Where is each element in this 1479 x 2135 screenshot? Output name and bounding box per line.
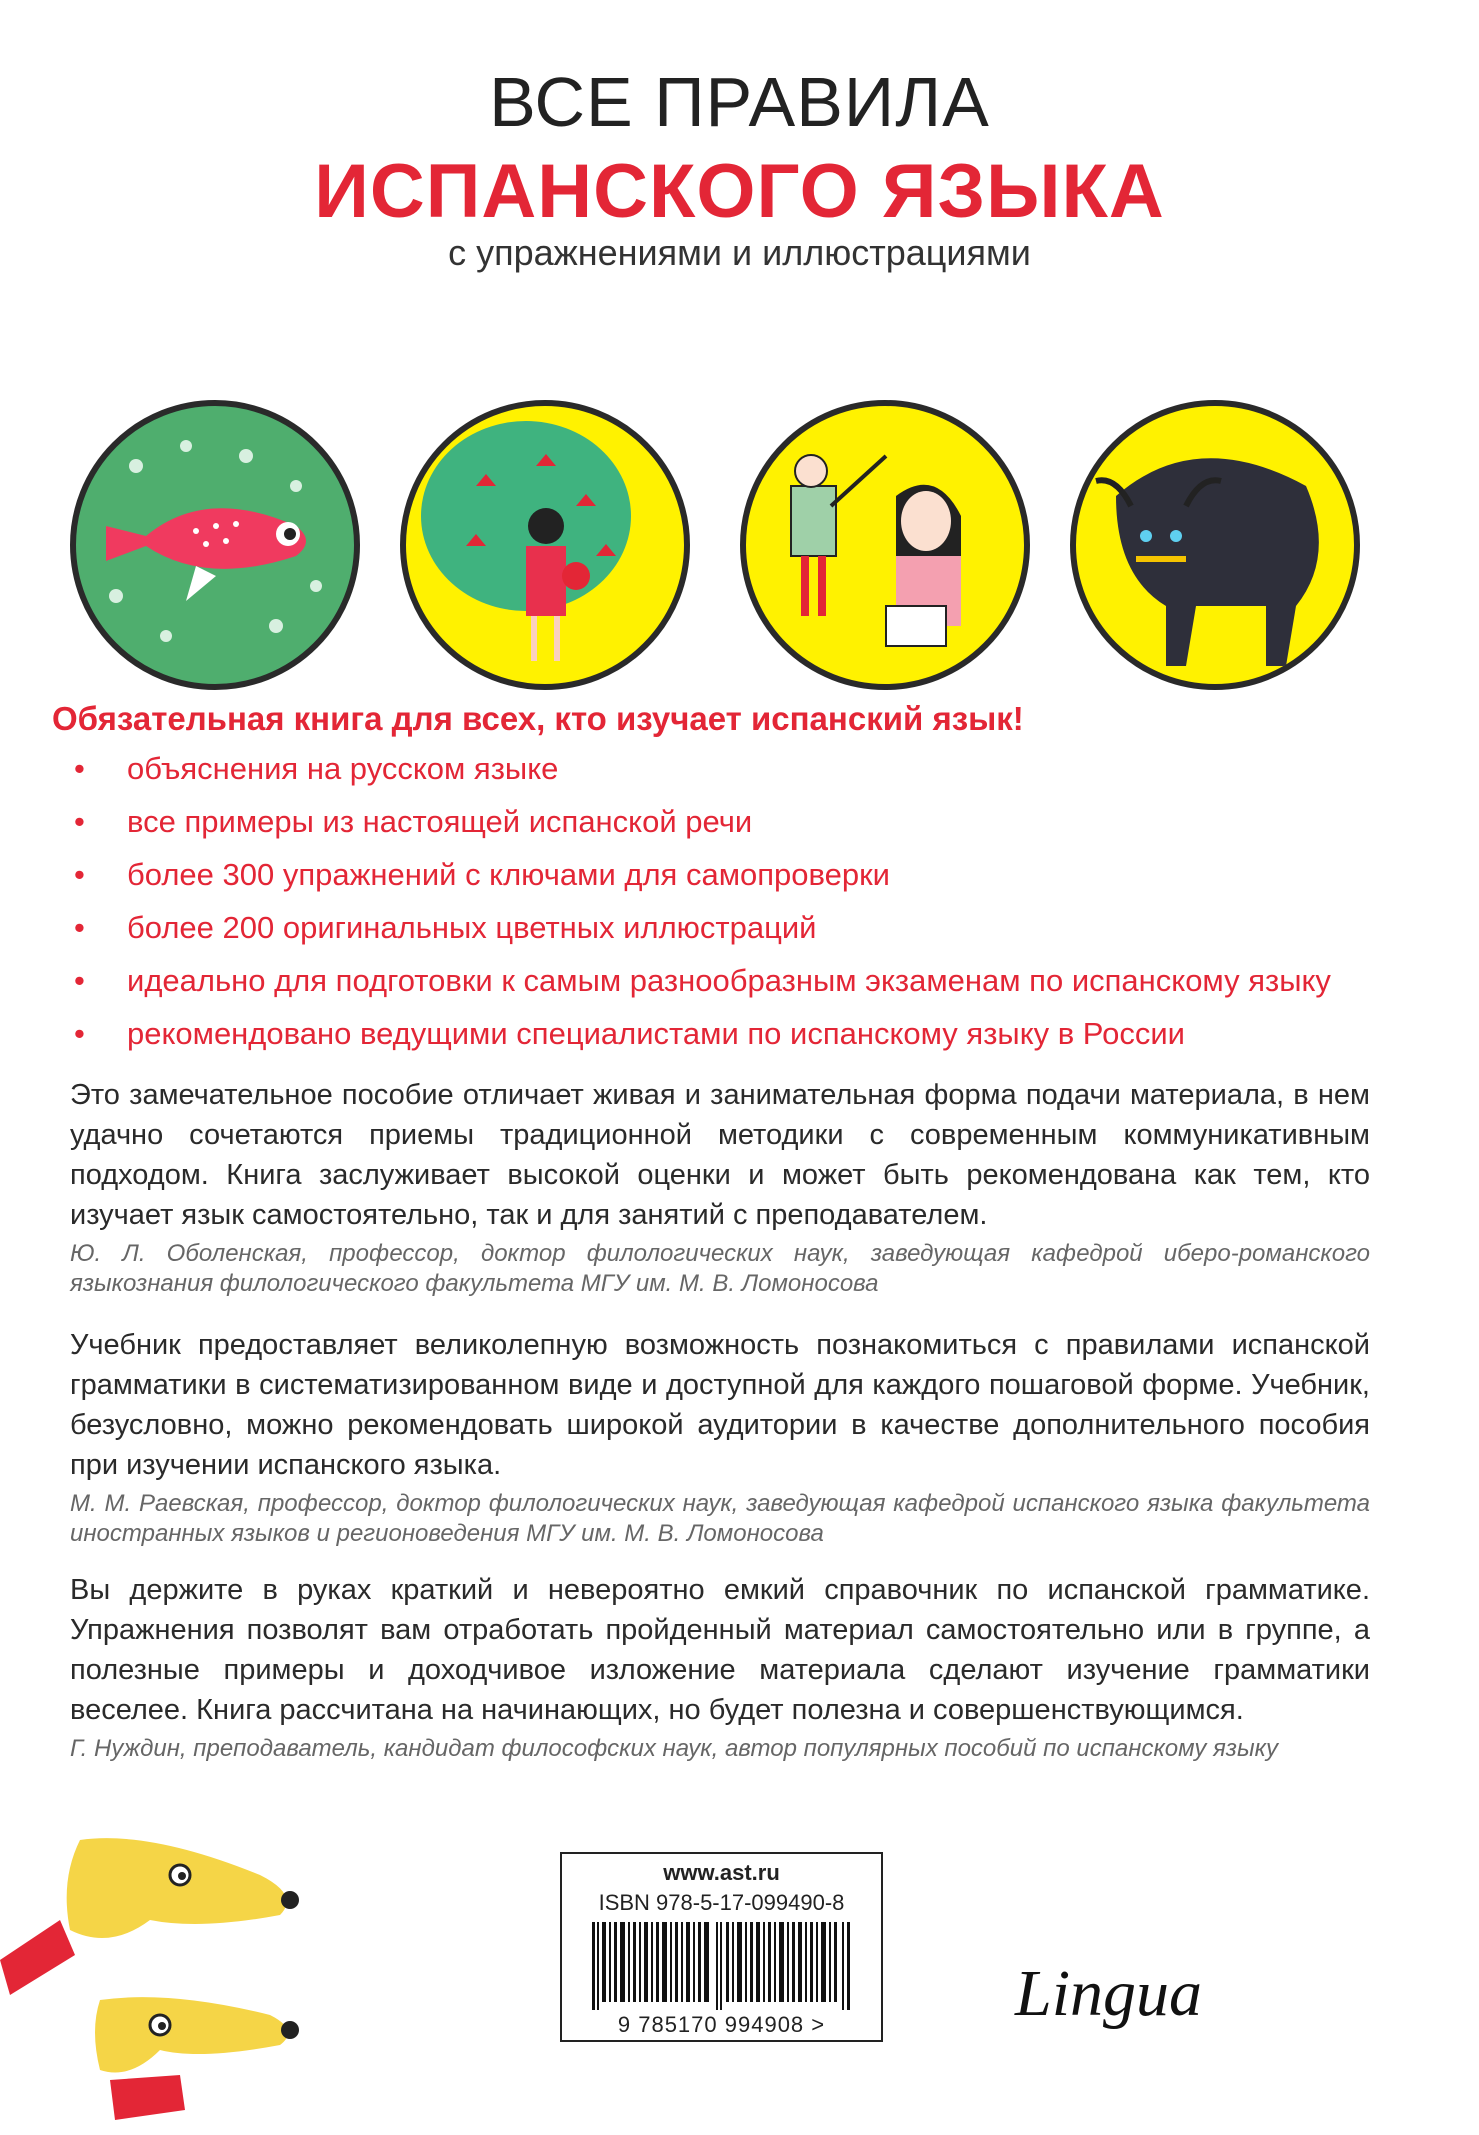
website-url: www.ast.ru — [663, 1860, 780, 1885]
lingua-logo — [1005, 1940, 1225, 2035]
list-item — [52, 904, 1331, 957]
bullet-icon: • — [74, 857, 85, 892]
list-item-text: идеально для подготовки к самым разнообразным экзаменам по испанскому языку — [127, 963, 1331, 998]
girl-tree-illustration — [400, 400, 690, 690]
review-quote-3 — [70, 1570, 1370, 1764]
list-item-text: все примеры из настоящей испанской речи — [127, 804, 753, 839]
bullet-icon: • — [74, 804, 85, 839]
review-author: Г. Нуждин, преподаватель, кандидат философских наук, автор популярных пособий по испанскому языку — [70, 1735, 1278, 1762]
dogs-illustration — [0, 1820, 320, 2135]
list-item-text: более 200 оригинальных цветных иллюстраций — [127, 910, 817, 945]
title-line-2: ИСПАНСКОГО ЯЗЫКА — [314, 149, 1165, 234]
barcode-number: 9 785170 994908 > — [617, 2012, 826, 2037]
title-line-1: ВСЕ ПРАВИЛА — [489, 63, 990, 141]
list-item-text: объяснения на русском языке — [127, 751, 559, 786]
fish-illustration — [70, 400, 360, 690]
bullet-icon: • — [74, 963, 85, 998]
list-item — [52, 1010, 1331, 1063]
isbn-text: ISBN 978-5-17-099490-8 — [598, 1890, 845, 1915]
list-item — [52, 745, 1331, 798]
review-text: Вы держите в руках краткий и невероятно емкий справочник по испанской грамматике. Упражнения позволят вам отработать пройденный материал самостоятельно или в группе, а полезные примеры и доходчивое изложение материала сделают изучение грамматики веселее. Книга рассчитана на начинающих, но будет полезна и совершенствующимся. — [70, 1574, 1370, 1726]
review-quote-2 — [70, 1325, 1370, 1549]
list-item — [52, 798, 1331, 851]
list-item-text: более 300 упражнений с ключами для самопроверки — [127, 857, 890, 892]
review-text: Учебник предоставляет великолепную возможность познакомиться с правилами испанской грамматики в систематизированном виде и доступной для каждого пошаговой форме. Учебник, безусловно, можно рекомендовать широкой аудитории в качестве дополнительного пособия при изучении испанского языка. — [70, 1329, 1370, 1481]
barcode-icon — [592, 1922, 852, 2010]
list-item-text: рекомендовано ведущими специалистами по испанскому языку в России — [127, 1016, 1185, 1051]
publisher-logo-text: Lingua — [1015, 1957, 1203, 2030]
barcode-box — [560, 1852, 883, 2042]
review-author: Ю. Л. Оболенская, профессор, доктор филологических наук, заведующая кафедрой иберо-романского языкознания филологического факультета МГУ им. М. В. Ломоносова — [70, 1240, 1370, 1297]
review-text: Это замечательное пособие отличает живая и занимательная форма подачи материала, в нем удачно сочетаются приемы традиционной методики с современным коммуникативным подходом. Книга заслуживает высокой оценки и может быть рекомендована как тем, кто изучает язык самостоятельно, так и для занятий с преподавателем. — [70, 1079, 1370, 1231]
bullet-icon: • — [74, 910, 85, 945]
feature-list — [52, 745, 1331, 1063]
bullet-icon: • — [74, 751, 85, 786]
list-item — [52, 957, 1331, 1010]
headline: Обязательная книга для всех, кто изучает испанский язык! — [52, 700, 1024, 737]
bullet-icon: • — [74, 1016, 85, 1051]
subtitle: с упражнениями и иллюстрациями — [448, 232, 1031, 273]
review-quote-1 — [70, 1075, 1370, 1299]
review-author: М. М. Раевская, профессор, доктор филологических наук, заведующая кафедрой испанского языка факультета иностранных языков и регионоведения МГУ им. М. В. Ломоносова — [70, 1490, 1370, 1547]
list-item — [52, 851, 1331, 904]
bull-illustration — [1070, 400, 1360, 690]
reader-illustration — [740, 400, 1030, 690]
